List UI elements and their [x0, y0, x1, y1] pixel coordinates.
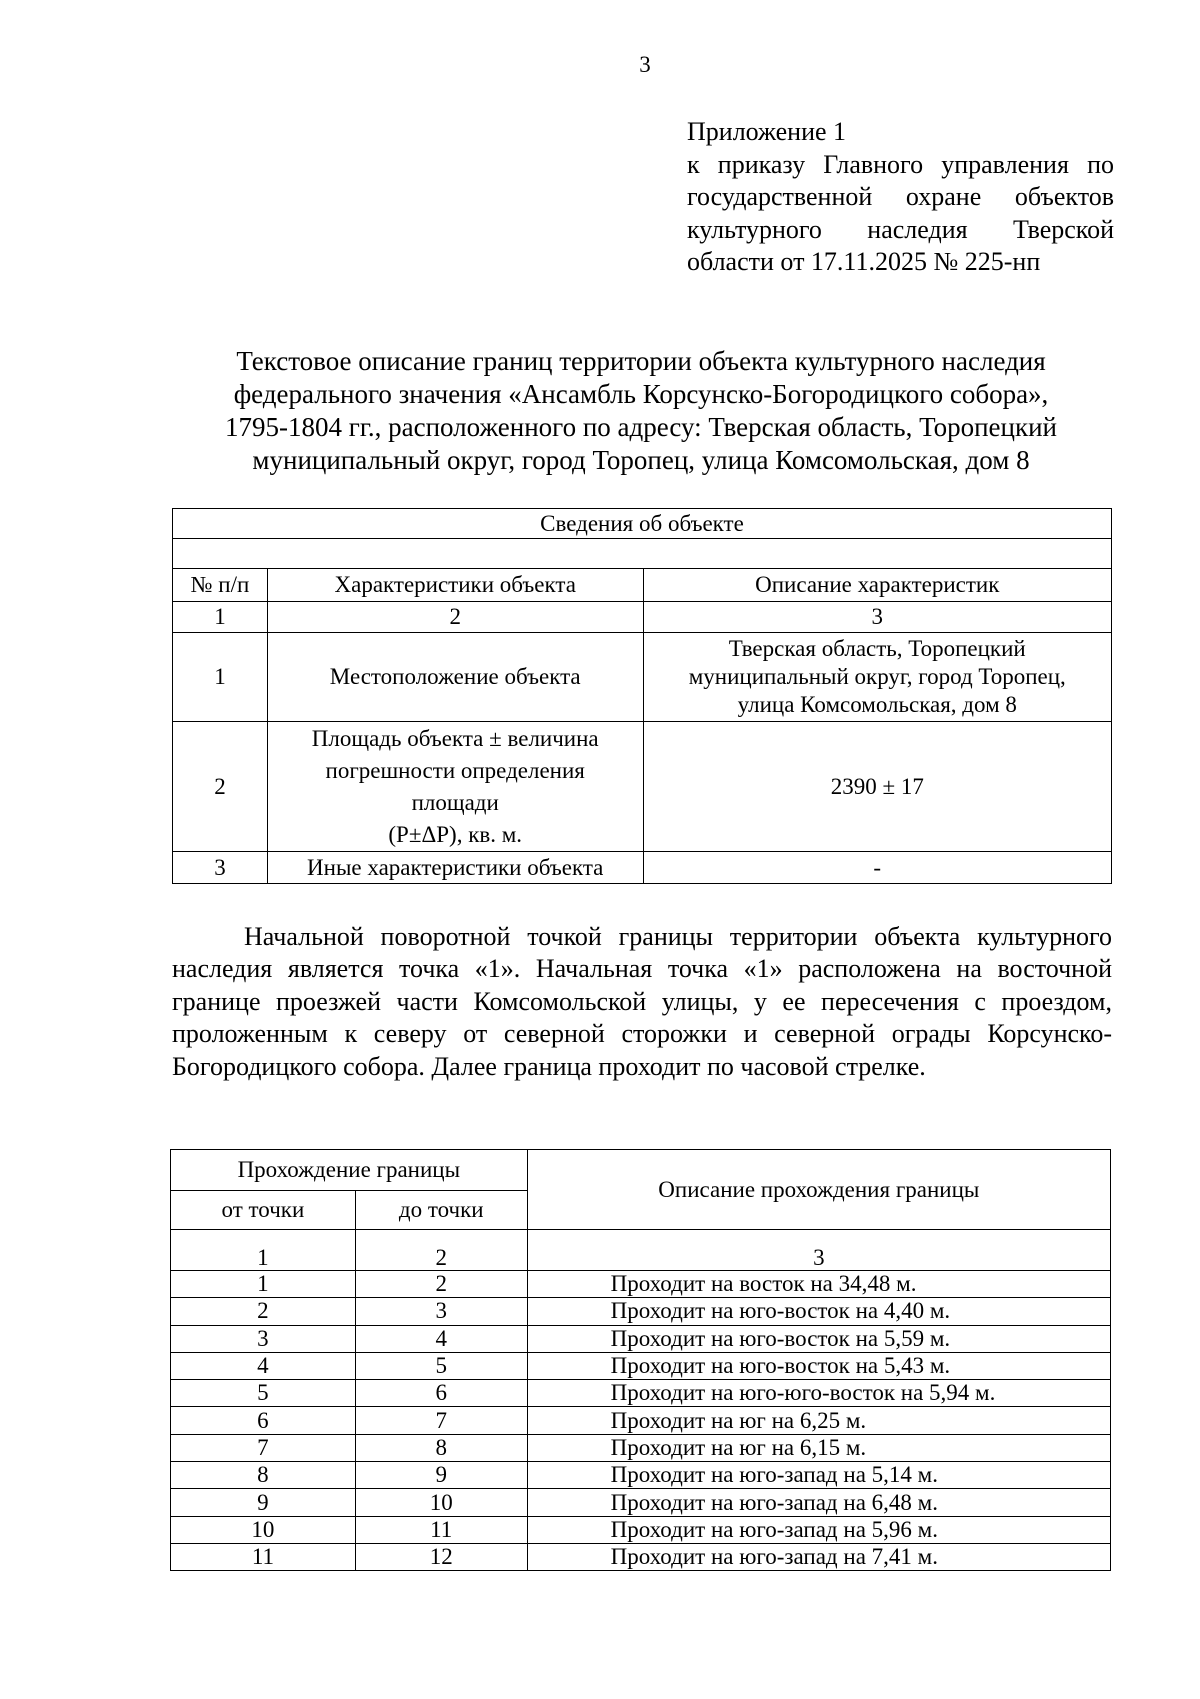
from-point: 10	[171, 1516, 356, 1543]
description-line: муниципальный округ, город Торопец,	[688, 664, 1066, 689]
header-description: Описание характеристик	[643, 569, 1111, 602]
segment-description: Проходит на юго-запад на 5,14 м.	[527, 1462, 1110, 1489]
header-to-point: до точки	[355, 1191, 527, 1230]
row-characteristic	[267, 722, 643, 852]
column-number: 3	[643, 602, 1111, 633]
to-point: 9	[355, 1462, 527, 1489]
description-line: Тверская область, Торопецкий	[728, 636, 1026, 661]
row-number: 1	[173, 633, 268, 722]
segment-description: Проходит на юго-восток на 5,59 м.	[527, 1325, 1110, 1352]
from-point: 5	[171, 1380, 356, 1407]
to-point: 4	[355, 1325, 527, 1352]
header-from-point: от точки	[171, 1191, 356, 1230]
header-characteristic: Характеристики объекта	[267, 569, 643, 602]
characteristic-line: погрешности определения	[325, 757, 585, 783]
from-point: 3	[171, 1325, 356, 1352]
to-point: 6	[355, 1380, 527, 1407]
to-point: 3	[355, 1298, 527, 1325]
boundary-start-paragraph: Начальной поворотной точкой границы территории объекта культурного наследия является точка «1». Начальная точка «1» расположена на восточной границе проезжей части Комсомольской улицы, у ее пересечения с проездом, проложенным к северу от северной сторожки и северной ограды Корсунско-Богородицкого собора. Далее граница проходит по часовой стрелке.	[172, 922, 1112, 1081]
segment-description: Проходит на юго-восток на 5,43 м.	[527, 1352, 1110, 1379]
segment-description: Проходит на юго-юго-восток на 5,94 м.	[527, 1380, 1110, 1407]
column-number: 1	[173, 602, 268, 633]
row-description: -	[643, 852, 1111, 884]
segment-description: Проходит на юг на 6,25 м.	[527, 1407, 1110, 1434]
table-spacer-row	[173, 539, 1112, 569]
description-line: улица Комсомольская, дом 8	[737, 692, 1017, 717]
header-boundary-group: Прохождение границы	[171, 1150, 528, 1191]
row-number: 3	[173, 852, 268, 884]
title-line: федерального значения «Ансамбль Корсунско-Богородицкого собора»,	[233, 379, 1049, 409]
table-spacer	[173, 539, 1112, 569]
appendix-text: к приказу Главного управления по государственной охране объектов культурного наследия Тверской области от 17.11.2025 № 225-нп	[687, 149, 1114, 276]
from-point: 9	[171, 1489, 356, 1516]
table-row	[171, 1325, 1111, 1352]
table-row	[173, 722, 1112, 852]
segment-description: Проходит на юго-восток на 4,40 м.	[527, 1298, 1110, 1325]
table-row	[173, 633, 1112, 722]
column-number: 2	[355, 1230, 527, 1271]
from-point: 4	[171, 1352, 356, 1379]
characteristic-line: Площадь объекта ± величина	[311, 725, 599, 751]
page-number: 3	[639, 52, 651, 77]
header-number: № п/п	[173, 569, 268, 602]
from-point: 6	[171, 1407, 356, 1434]
table-row	[171, 1462, 1111, 1489]
table-row	[171, 1516, 1111, 1543]
header-boundary-description: Описание прохождения границы	[527, 1150, 1110, 1230]
from-point: 7	[171, 1434, 356, 1461]
table-row	[171, 1434, 1111, 1461]
boundary-numbering-row	[171, 1230, 1111, 1271]
row-description: 2390 ± 17	[643, 722, 1111, 852]
row-characteristic: Иные характеристики объекта	[267, 852, 643, 884]
to-point: 10	[355, 1489, 527, 1516]
object-info-table	[172, 508, 1112, 884]
boundary-header-row	[171, 1150, 1111, 1191]
from-point: 11	[171, 1543, 356, 1570]
column-number: 2	[267, 602, 643, 633]
title-line: 1795-1804 гг., расположенного по адресу: Тверская область, Торопецкий	[225, 412, 1057, 442]
segment-description: Проходит на юго-запад на 7,41 м.	[527, 1543, 1110, 1570]
table-row	[171, 1489, 1111, 1516]
table-header-row	[173, 569, 1112, 602]
segment-description: Проходит на юго-запад на 6,48 м.	[527, 1489, 1110, 1516]
from-point: 2	[171, 1298, 356, 1325]
from-point: 1	[171, 1271, 356, 1298]
table-numbering-row	[173, 602, 1112, 633]
table-row	[171, 1543, 1111, 1570]
document-title	[170, 345, 1112, 477]
table-caption-row	[173, 509, 1112, 539]
table-row	[173, 852, 1112, 884]
row-description	[643, 633, 1111, 722]
to-point: 2	[355, 1271, 527, 1298]
table-row	[171, 1407, 1111, 1434]
to-point: 11	[355, 1516, 527, 1543]
table-row	[171, 1352, 1111, 1379]
to-point: 8	[355, 1434, 527, 1461]
characteristic-line: площади	[411, 789, 499, 815]
appendix-block	[687, 116, 1114, 279]
column-number: 3	[527, 1230, 1110, 1271]
to-point: 5	[355, 1352, 527, 1379]
column-number: 1	[171, 1230, 356, 1271]
segment-description: Проходит на юго-запад на 5,96 м.	[527, 1516, 1110, 1543]
table-caption: Сведения об объекте	[173, 509, 1112, 539]
from-point: 8	[171, 1462, 356, 1489]
to-point: 7	[355, 1407, 527, 1434]
to-point: 12	[355, 1543, 527, 1570]
table-row	[171, 1298, 1111, 1325]
segment-description: Проходит на юг на 6,15 м.	[527, 1434, 1110, 1461]
boundary-table	[170, 1149, 1111, 1571]
segment-description: Проходит на восток на 34,48 м.	[527, 1271, 1110, 1298]
title-line: муниципальный округ, город Торопец, улица Комсомольская, дом 8	[252, 445, 1030, 475]
row-number: 2	[173, 722, 268, 852]
characteristic-line: (P±ΔP), кв. м.	[388, 821, 523, 847]
row-characteristic: Местоположение объекта	[267, 633, 643, 722]
appendix-title: Приложение 1	[687, 117, 847, 146]
table-row	[171, 1271, 1111, 1298]
title-line: Текстовое описание границ территории объекта культурного наследия	[236, 346, 1046, 376]
table-row	[171, 1380, 1111, 1407]
